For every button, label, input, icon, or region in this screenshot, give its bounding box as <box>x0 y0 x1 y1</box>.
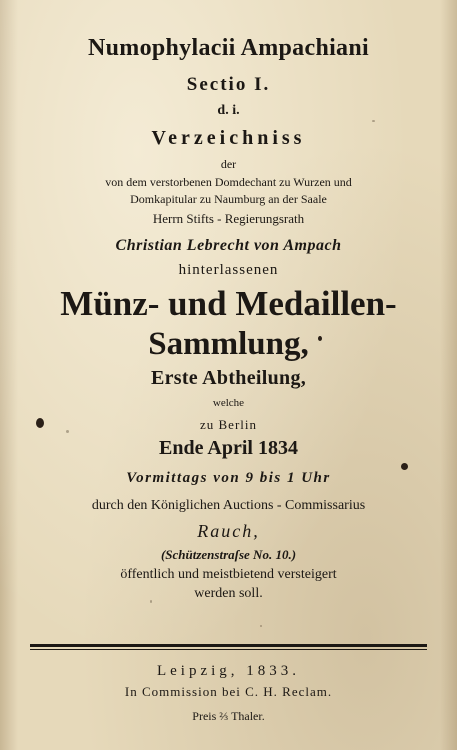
part-heading: Erste Abtheilung, <box>150 367 307 389</box>
location-line: zu Berlin <box>199 417 257 432</box>
verzeichniss-heading: Verzeichniss <box>151 127 306 149</box>
divider-thick <box>30 644 427 647</box>
der-line: der <box>220 157 237 171</box>
ink-blot-right <box>401 463 408 470</box>
auctioneer-line: durch den Königlichen Auctions - Commissarius <box>91 498 366 513</box>
foxing-spot <box>150 600 152 603</box>
time-line: Vormittags von 9 bis 1 Uhr <box>126 470 331 486</box>
foxing-spot <box>66 430 69 433</box>
collection-heading-2: Sammlung, <box>148 326 309 362</box>
herrn-line: Herrn Stifts - Regierungsrath <box>152 211 305 226</box>
ink-blot-mid <box>318 336 322 341</box>
publisher-line: In Commission bei C. H. Reclam. <box>124 684 333 699</box>
von-line: von dem verstorbenen Domdechant zu Wurzen und <box>105 175 352 189</box>
section-number: Sectio I. <box>186 74 271 95</box>
foxing-spot <box>372 120 375 122</box>
price-line: Preis ⅔ Thaler. <box>192 709 265 723</box>
place-year: Leipzig, 1833. <box>156 663 301 679</box>
date-line: Ende April 1834 <box>159 437 298 459</box>
foxing-spot <box>260 625 262 627</box>
welche-line: welche <box>212 397 245 409</box>
divider-thin <box>30 649 427 650</box>
auctioneer-name: Rauch, <box>197 521 260 541</box>
collector-name: Christian Lebrecht von Ampach <box>115 237 342 254</box>
hinterlassenen-line: hinterlassenen <box>178 262 279 278</box>
werden-line: werden soll. <box>194 586 263 601</box>
collection-heading-1: Münz- und Medaillen- <box>60 284 397 323</box>
auction-line: öffentlich und meistbietend versteigert <box>120 567 337 582</box>
address-line: (Schützenstraſse No. 10.) <box>160 547 297 562</box>
di-line: d. i. <box>217 103 240 118</box>
domkapitular-line: Domkapitular zu Naumburg an der Saale <box>130 192 327 206</box>
ink-blot-left <box>36 418 44 428</box>
main-title: Numophylacii Ampachiani <box>88 35 369 61</box>
